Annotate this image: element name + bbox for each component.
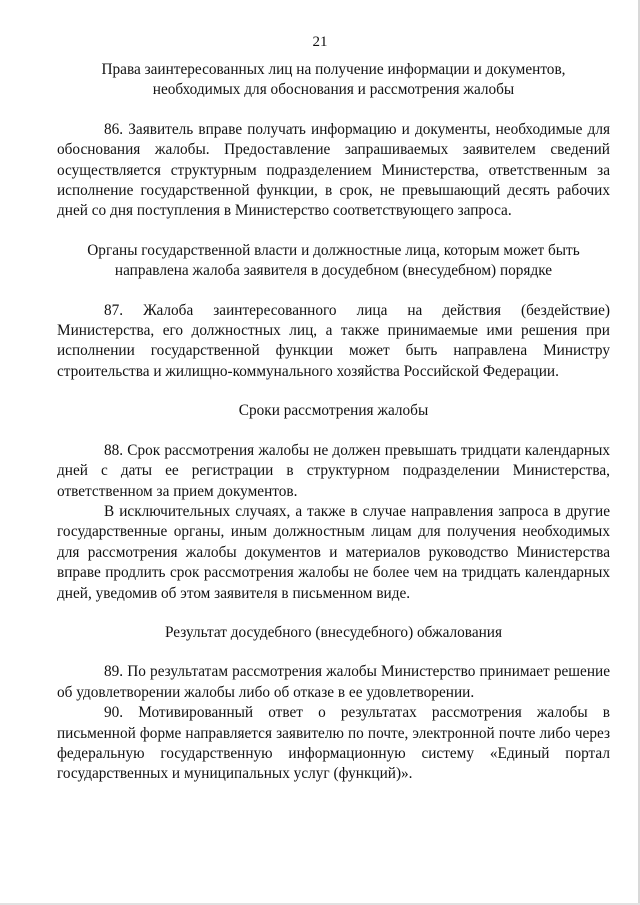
section-heading: [57, 623, 610, 643]
section-heading: [57, 401, 610, 421]
paragraph-87: 87. Жалоба заинтересованного лица на действия (бездействие) Министерства, его должностных лиц, а также принимаемые ими решения при исполнении государственной функции может быть направлена Министру строительства и жилищно-коммунального хозяйства Российской Федерации.: [57, 301, 610, 380]
heading-line: Результат досудебного (внесудебного) обжалования: [164, 623, 503, 641]
paragraph-88: 88. Срок рассмотрения жалобы не должен превышать тридцати календарных дней с даты ее регистрации в структурном подразделении Министерства, ответственном за прием документов.: [57, 441, 610, 500]
heading-line: Органы государственной власти и должностные лица, которым может быть: [87, 241, 580, 259]
section-appeal-result: [57, 623, 610, 785]
heading-line: направлена жалоба заявителя в досудебном (внесудебном) порядке: [114, 262, 553, 280]
paragraph-89: 89. По результатам рассмотрения жалобы Министерство принимает решение об удовлетворении жалобы либо об отказе в ее удовлетворении.: [57, 663, 610, 701]
heading-line: Сроки рассмотрения жалобы: [238, 402, 429, 420]
section-complaint-recipients: [57, 241, 610, 382]
paragraph-90: 90. Мотивированный ответ о результатах рассмотрения жалобы в письменной форме направляется заявителю по почте, электронной почте либо через федеральную государственную информационную систему «Единый портал государственных и муниципальных услуг (функций)».: [57, 704, 610, 783]
page-number: 21: [312, 34, 328, 50]
section-heading: [57, 241, 610, 282]
paragraph-86: 86. Заявитель вправе получать информацию и документы, необходимые для обоснования жалобы. Предоставление запрашиваемых заявителем сведений осуществляется структурным подразделением Министерства, ответственным за исполнение государственной функции, в срок, не превышающий десять рабочих дней со дня поступления в Министерство соответствующего запроса.: [57, 120, 610, 220]
section-heading: [57, 60, 610, 101]
paragraph-88-exception: В исключительных случаях, а также в случае направления запроса в другие государственные органы, иным должностным лицам для получения необходимых для рассмотрения жалобы документов и материалов руководство Министерства вправе продлить срок рассмотрения жалобы не более чем на тридцать календарных дней, уведомив об этом заявителя в письменном виде.: [57, 502, 610, 602]
heading-line: необходимых для обоснования и рассмотрения жалобы: [152, 81, 515, 99]
section-rights-to-information: [57, 60, 610, 222]
heading-line: Права заинтересованных лиц на получение информации и документов,: [101, 61, 566, 78]
document-body: [57, 60, 610, 785]
section-review-terms: [57, 401, 610, 604]
